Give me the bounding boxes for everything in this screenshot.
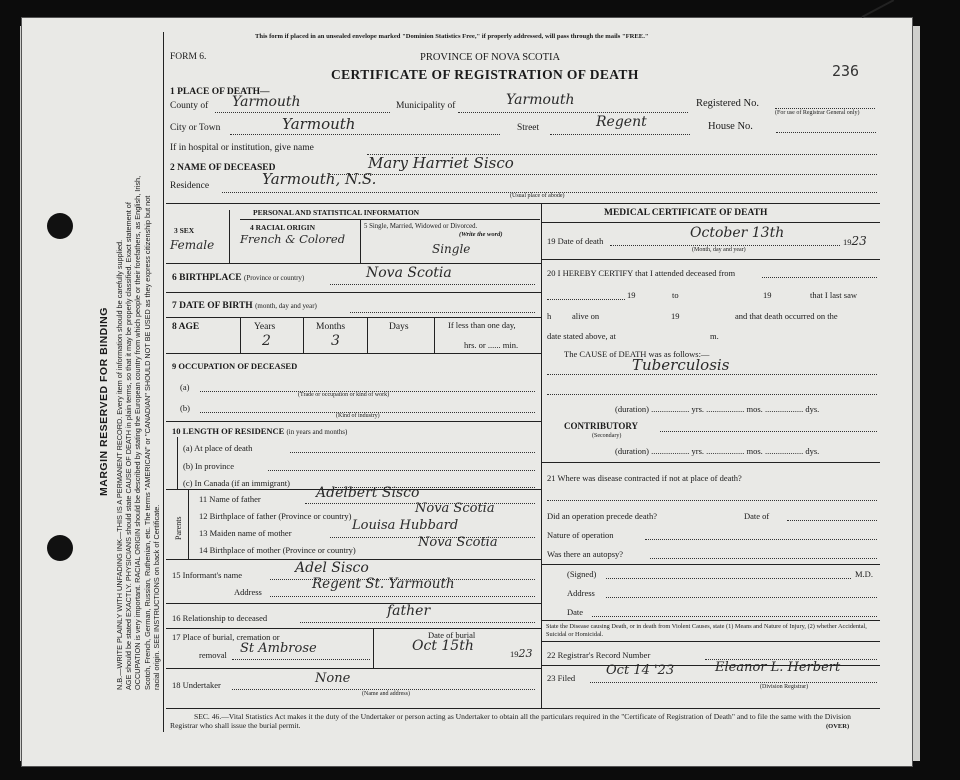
footer-over: (OVER): [826, 723, 850, 730]
racial-origin-value: French & Colored: [240, 232, 346, 246]
burial-date-label: Date of burial: [428, 630, 476, 640]
registered-no-note: (For use of Registrar General only): [775, 110, 860, 116]
cause-value: Tuberculosis: [632, 356, 730, 374]
form-number: FORM 6.: [170, 52, 207, 62]
margin-rule: [163, 32, 164, 732]
operation-nature-label: Nature of operation: [547, 530, 614, 540]
certify-19a: 19: [627, 290, 636, 300]
operation-label: Did an operation precede death?: [547, 511, 657, 521]
death-date-value: October 13th: [690, 225, 785, 241]
secondary-note: (Secondary): [592, 433, 622, 439]
contributory-label: CONTRIBUTORY: [564, 421, 639, 431]
trade-note: (Trade or occupation or kind of work): [298, 392, 390, 398]
occupation-a: (a): [180, 382, 190, 392]
relationship-label: 16 Relationship to deceased: [172, 613, 268, 623]
undertaker-value: None: [315, 671, 351, 686]
filed-registrar-value: Eleanor L. Herbert: [715, 660, 841, 675]
certify-occurred: and that death occurred on the: [735, 311, 838, 321]
age-years-value: 2: [262, 333, 271, 349]
margin-instructions: N.B.—WRITE PLAINLY WITH UNFADING INK—THIS IS A PERMANENT RECORD. Every item of information should be carefully supplied. AGE should be stated EXACTLY. PHYSICIANS should state CAUSE OF DEATH in plain terms, so that it may be properly classified. Exact statement of OCCUPATION is very important. RACIAL ORIGIN should be described by stating the European country from which people or their forefathers, as English, Irish, Scotch, French, German, Russian, Ruthenian, etc. The terms "AMERICAN" or "CANADIAN" SHOULD NOT BE USED as they express citizenship but not racial origin. SEE INSTRUCTIONS on back of Certificate.: [115, 175, 161, 690]
violent-causes-note: State the Disease causing Death, or in death from Violent Causes, state (1) Means and Nature of Injury, (2) whether Accidental, Suicidal or Homicidal.: [546, 623, 867, 638]
father-name-label: 11 Name of father: [199, 494, 261, 504]
birthplace-value: Nova Scotia: [366, 265, 452, 281]
certify-h: h: [547, 311, 552, 321]
column-divider: [541, 203, 542, 708]
certify-date-above: date stated above, at: [547, 331, 616, 341]
municipality-value: Yarmouth: [506, 92, 575, 108]
residence-at-place: (a) At place of death: [183, 443, 253, 453]
operation-date-label: Date of: [744, 511, 770, 521]
death-year: 1923: [843, 234, 867, 248]
informant-address-label: Address: [234, 587, 262, 597]
contracted-label: 21 Where was disease contracted if not at place of death?: [547, 473, 742, 483]
father-birthplace-value: Nova Scotia: [415, 501, 495, 516]
racial-origin-label: 4 RACIAL ORIGIN: [250, 223, 316, 232]
signed-date-label: Date: [567, 607, 584, 617]
cause-label: The CAUSE of DEATH was as follows:—: [564, 349, 710, 359]
street-value: Regent: [596, 114, 647, 130]
certify-19b: 19: [763, 290, 772, 300]
certify-last-saw: that I last saw: [810, 290, 857, 300]
burial-year: 1923: [510, 647, 533, 660]
county-value: Yarmouth: [232, 94, 301, 110]
occupation-label: 9 OCCUPATION OF DECEASED: [172, 361, 298, 371]
father-name-value: Adelbert Sisco: [316, 485, 420, 501]
burial-label: 17 Place of burial, cremation or: [172, 632, 280, 642]
burial-label-removal: removal: [199, 650, 227, 660]
division-registrar-note: (Division Registrar): [760, 684, 809, 690]
informant-value: Adel Sisco: [295, 560, 369, 576]
registrar-record-label: 22 Registrar's Record Number: [547, 650, 651, 660]
personal-header: PERSONAL AND STATISTICAL INFORMATION: [253, 208, 420, 217]
sex-value: Female: [170, 238, 215, 252]
postal-note: This form if placed in an unsealed envelope marked "Dominion Statistics Free," if properly addressed, will pass through the mails "FREE.": [255, 33, 649, 40]
age-days-label: Days: [389, 322, 409, 332]
mother-name-value: Louisa Hubbard: [352, 518, 459, 533]
deceased-name-label: 2 NAME OF DECEASED: [170, 163, 276, 173]
check-mark: [862, 0, 895, 18]
dob-label: 7 DATE OF BIRTH (month, day and year): [172, 301, 317, 311]
certify-to: to: [672, 290, 679, 300]
residence-in-province: (b) In province: [183, 461, 234, 471]
parents-side-label: Parents: [174, 516, 183, 540]
residence-length-label: 10 LENGTH OF RESIDENCE (in years and months): [172, 426, 348, 436]
deceased-name-value: Mary Harriet Sisco: [368, 154, 514, 172]
relationship-value: father: [387, 603, 431, 619]
signed-md: M.D.: [855, 569, 873, 579]
autopsy-label: Was there an autopsy?: [547, 549, 624, 559]
certify-19c: 19: [671, 311, 680, 321]
undertaker-note: (Name and address): [362, 691, 410, 697]
binding-hole-top: [47, 213, 73, 239]
medical-header: MEDICAL CERTIFICATE OF DEATH: [604, 208, 768, 218]
age-label: 8 AGE: [172, 322, 200, 332]
house-no-label: House No.: [708, 121, 753, 132]
burial-date-value: Oct 15th: [412, 638, 474, 654]
age-years-label: Years: [254, 322, 276, 332]
occupation-b: (b): [180, 403, 190, 413]
registered-no-label: Registered No.: [696, 98, 759, 109]
hospital-label: If in hospital or institution, give name: [170, 143, 314, 153]
informant-address-value: Regent St. Yarmouth: [312, 576, 455, 592]
county-label: County of: [170, 101, 209, 111]
sex-label: 3 SEX: [174, 226, 195, 235]
certify-m: m.: [710, 331, 719, 341]
filed-date-value: Oct 14 '23: [606, 663, 675, 678]
signed-address-label: Address: [567, 588, 595, 598]
marital-value: Single: [432, 242, 471, 256]
residence-value: Yarmouth, N.S.: [262, 170, 377, 188]
serial-number: 236: [832, 62, 860, 80]
residence-note: (Usual place of abode): [510, 193, 565, 199]
burial-place-value: St Ambrose: [240, 641, 317, 656]
hrs-min-label: hrs. or ...... min.: [464, 340, 519, 350]
undertaker-label: 18 Undertaker: [172, 680, 221, 690]
kind-note: (Kind of industry): [336, 413, 380, 419]
informant-label: 15 Informant's name: [172, 570, 242, 580]
birthplace-label: 6 BIRTHPLACE (Province or country): [172, 273, 305, 283]
death-date-label: 19 Date of death: [547, 236, 604, 246]
street-label: Street: [517, 123, 540, 133]
residence-label: Residence: [170, 181, 210, 191]
binding-hole-bottom: [47, 535, 73, 561]
death-date-note: (Month, day and year): [692, 247, 746, 253]
mother-birthplace-label: 14 Birthplace of mother (Province or country): [199, 545, 356, 555]
margin-title: MARGIN RESERVED FOR BINDING: [98, 307, 110, 496]
municipality-label: Municipality of: [396, 101, 456, 111]
age-months-value: 3: [331, 333, 340, 349]
signed-label: (Signed): [567, 569, 597, 579]
marital-note: (Write the word): [459, 231, 503, 238]
father-birthplace-label: 12 Birthplace of father (Province or country): [199, 511, 352, 521]
city-value: Yarmouth: [282, 115, 356, 133]
mother-name-label: 13 Maiden name of mother: [199, 528, 292, 538]
filed-label: 23 Filed: [547, 673, 576, 683]
mother-birthplace-value: Nova Scotia: [418, 535, 498, 550]
place-of-death-label: 1 PLACE OF DEATH—: [170, 87, 270, 97]
contributory-duration: (duration) .................. yrs. .................. mos. .................. dys.: [615, 446, 820, 456]
less-than-day-label: If less than one day,: [448, 320, 516, 330]
city-label: City or Town: [170, 123, 221, 133]
marital-label: 5 Single, Married, Widowed or Divorced.: [364, 223, 478, 230]
age-months-label: Months: [316, 322, 346, 332]
certify-line-1: 20 I HEREBY CERTIFY that I attended deceased from: [547, 268, 736, 278]
footer-statute: SEC. 46.—Vital Statistics Act makes it the duty of the Undertaker or person acting as Undertaker to obtain all the particulars required in the "Certificate of Registration of Death" and to file the same with the Division Registrar who shall issue the burial permit.: [170, 712, 851, 730]
province-heading: PROVINCE OF NOVA SCOTIA: [420, 52, 561, 63]
page-title: CERTIFICATE OF REGISTRATION OF DEATH: [331, 67, 639, 82]
residence-in-canada: (c) In Canada (if an immigrant): [183, 478, 290, 488]
certify-alive-on: alive on: [572, 311, 600, 321]
cause-duration: (duration) .................. yrs. .................. mos. .................. dys.: [615, 404, 820, 414]
